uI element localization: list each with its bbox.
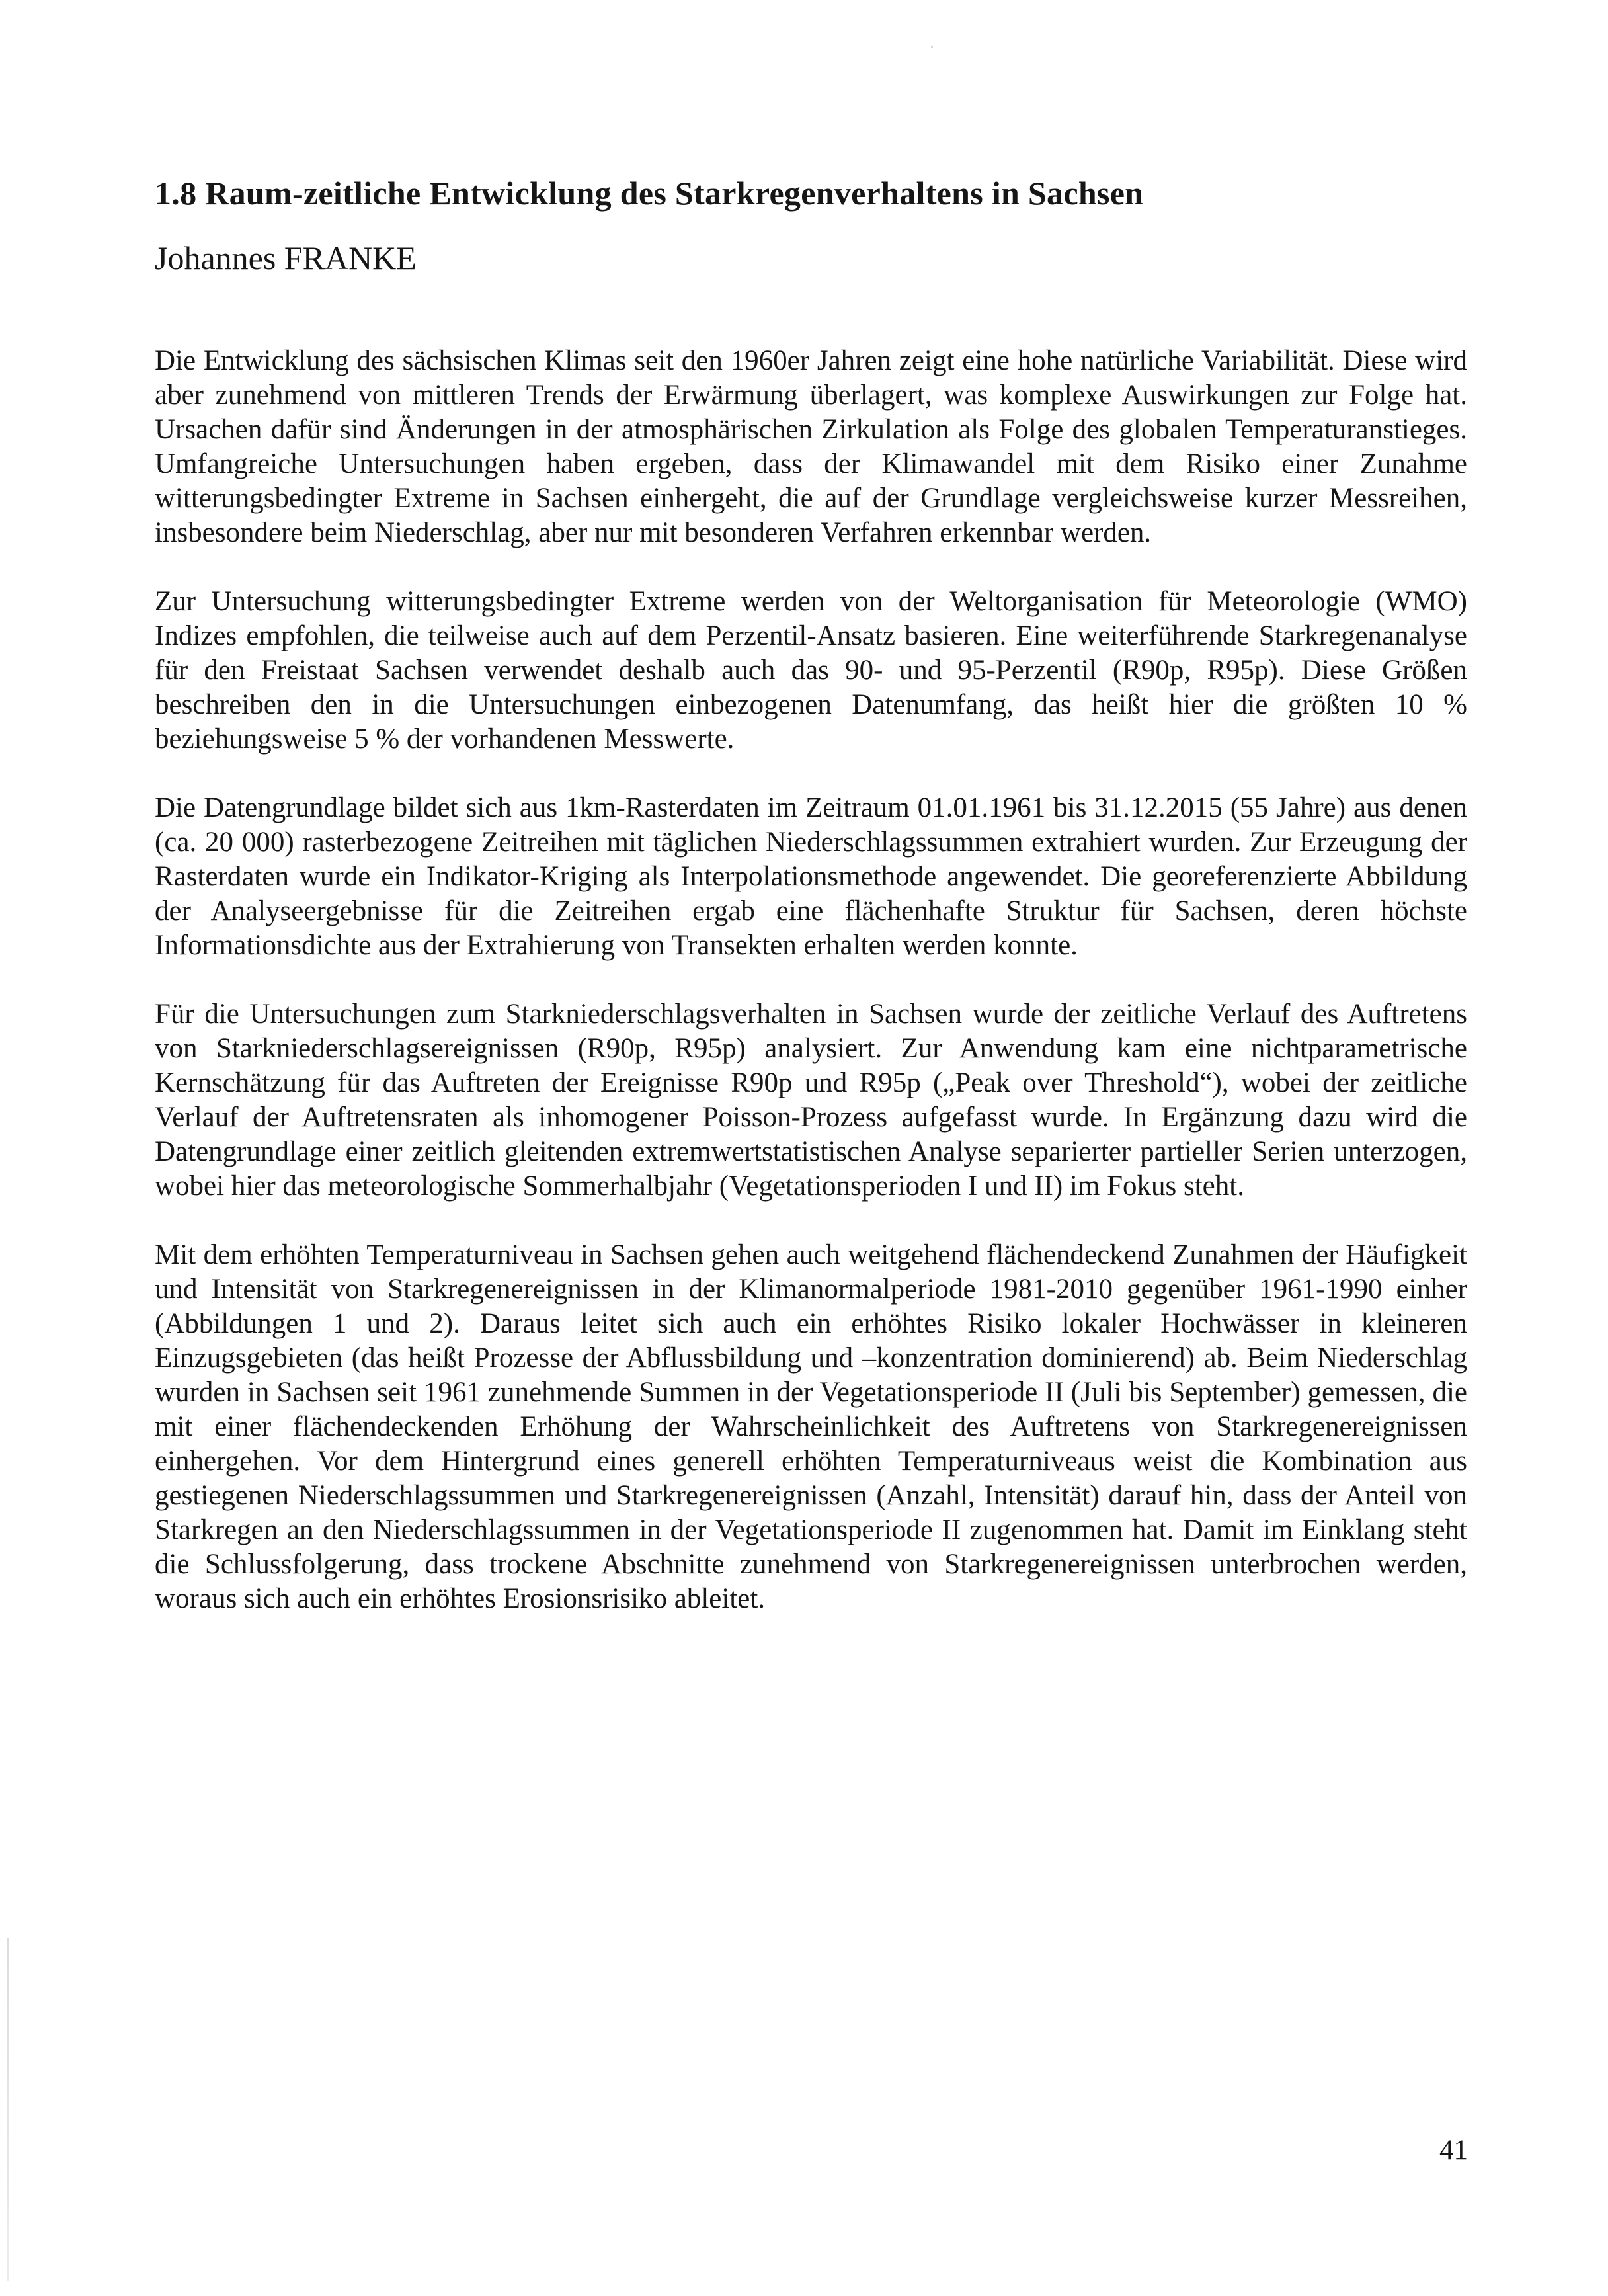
page-content [155, 173, 1467, 1651]
body-text [155, 344, 1467, 1616]
author-name: Johannes FRANKE [155, 239, 417, 276]
paragraph: Die Entwicklung des sächsischen Klimas seit den 1960er Jahren zeigt eine hohe natürliche Variabilität. Diese wird aber zunehmend von mittleren Trends der Erwärmung überlagert, was komplexe Auswirkungen zur Folge hat. Ursachen dafür sind Änderungen in der atmosphärischen Zirkulation als Folge des globalen Temperaturanstieges. Umfangreiche Untersuchungen haben ergeben, dass der Klimawandel mit dem Risiko einer Zunahme witterungsbedingter Extreme in Sachsen einhergeht, die auf der Grundlage vergleichsweise kurzer Messreihen, insbesondere beim Niederschlag, aber nur mit besonderen Verfahren erkennbar werden. [155, 345, 1467, 548]
paragraph: Für die Untersuchungen zum Starkniederschlagsverhalten in Sachsen wurde der zeitliche Verlauf des Auftretens von Starkniederschlagsereignissen (R90p, R95p) analysiert. Zur Anwendung kam eine nichtparametrische Kernschätzung für das Auftreten der Ereignisse R90p und R95p („Peak over Threshold“), wobei der zeitliche Verlauf der Auftretensraten als inhomogener Poisson-Prozess aufgefasst wurde. In Ergänzung dazu wird die Datengrundlage einer zeitlich gleitenden extremwertstatistischen Analyse separierter partieller Serien unterzogen, wobei hier das meteorologische Sommerhalbjahr (Vegetationsperioden I und II) im Fokus steht. [155, 999, 1467, 1202]
page-number: 41 [1439, 2135, 1468, 2166]
scan-artifact-line [7, 1938, 9, 2281]
section-title: 1.8 Raum-zeitliche Entwicklung des Starkregenverhaltens in Sachsen [155, 175, 1144, 212]
paragraph: Mit dem erhöhten Temperaturniveau in Sachsen gehen auch weitgehend flächendeckend Zunahmen der Häufigkeit und Intensität von Starkregenereignissen in der Klimanormalperiode 1981-2010 gegenüber 1961-1990 einher (Abbildungen 1 und 2). Daraus leitet sich auch ein erhöhtes Risiko lokaler Hochwässer in kleineren Einzugsgebieten (das heißt Prozesse der Abflussbildung und –konzentration dominierend) ab. Beim Niederschlag wurden in Sachsen seit 1961 zunehmende Summen in der Vegetationsperiode II (Juli bis September) gemessen, die mit einer flächendeckenden Erhöhung der Wahrscheinlichkeit des Auftretens von Starkregenereignissen einhergehen. Vor dem Hintergrund eines generell erhöhten Temperaturniveaus weist die Kombination aus gestiegenen Niederschlagssummen und Starkregenereignissen (Anzahl, Intensität) darauf hin, dass der Anteil von Starkregen an den Niederschlagssummen in der Vegetationsperiode II zugenommen hat. Damit im Einklang steht die Schlussfolgerung, dass trockene Abschnitte zunehmend von Starkregenereignissen unterbrochen werden, woraus sich auch ein erhöhtes Erosionsrisiko ableitet. [155, 1239, 1467, 1614]
scan-artifact-dot [931, 46, 933, 48]
paragraph: Zur Untersuchung witterungsbedingter Extreme werden von der Weltorganisation für Meteorologie (WMO) Indizes empfohlen, die teilweise auch auf dem Perzentil-Ansatz basieren. Eine weiterführende Starkregenanalyse für den Freistaat Sachsen verwendet deshalb auch das 90- und 95-Perzentil (R90p, R95p). Diese Größen beschreiben den in die Untersuchungen einbezogenen Datenumfang, das heißt hier die größten 10 % beziehungsweise 5 % der vorhandenen Messwerte. [155, 586, 1467, 755]
paragraph: Die Datengrundlage bildet sich aus 1km-Rasterdaten im Zeitraum 01.01.1961 bis 31.12.2015 (55 Jahre) aus denen (ca. 20 000) rasterbezogene Zeitreihen mit täglichen Niederschlagssummen extrahiert wurden. Zur Erzeugung der Rasterdaten wurde ein Indikator-Kriging als Interpolationsmethode angewendet. Die georeferenzierte Abbildung der Analyseergebnisse für die Zeitreihen ergab eine flächenhafte Struktur für Sachsen, deren höchste Informationsdichte aus der Extrahierung von Transekten erhalten werden konnte. [155, 792, 1467, 961]
